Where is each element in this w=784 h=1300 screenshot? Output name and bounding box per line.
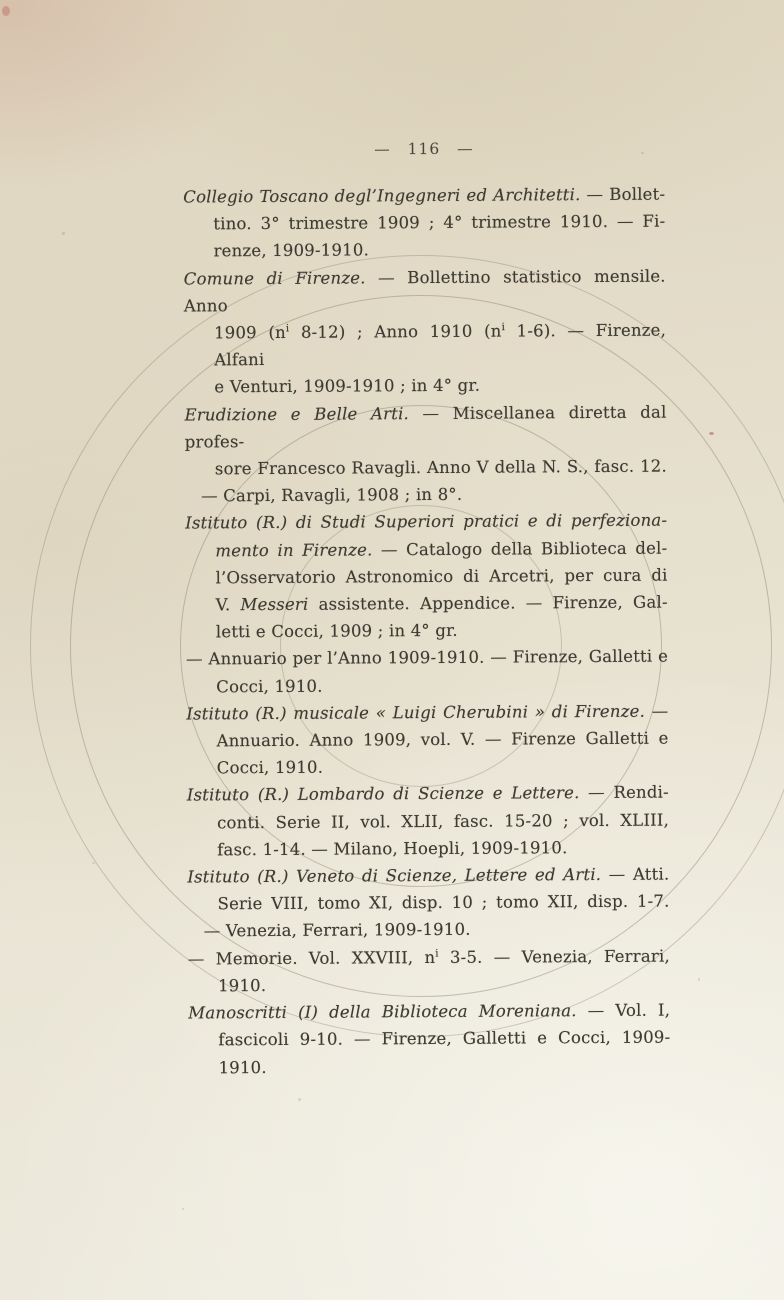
text-line: e Venturi, 1909-1910 ; in 4° gr.: [214, 376, 481, 397]
text-line: Annuario. Anno 1909, vol. V. — Firenze Galletti e: [216, 728, 669, 751]
text-line: — Venezia, Ferrari, 1909-1910.: [203, 920, 471, 941]
bibliography-entry: [185, 507, 668, 646]
text-line: Istituto (R.) di Studi Superiori pratici e di perfeziona-: [185, 510, 668, 533]
text-line: l’Osservatorio Astronomico di Arcetri, per cura di: [215, 565, 668, 588]
bibliography-text-block: [183, 181, 670, 1082]
text-line: 1909 ($n^i$ 8-12) ; Anno 1910 ($n^i$ 1-6). — Firenze, Alfani: [213, 320, 667, 370]
bibliography-entry: [188, 942, 670, 999]
text-line: Serie VIII, tomo XI, disp. 10 ; tomo XII, disp. 1-7.: [217, 891, 670, 914]
text-line: — Carpi, Ravagli, 1908 ; in 8°.: [200, 485, 463, 506]
text-line: V. Messeri assistente. Appendice. — Firenze, Gal-: [215, 592, 668, 615]
text-line: Manoscritti (I) della Biblioteca Moreniana. — Vol. I,: [188, 1000, 671, 1023]
text-line: Istituto (R.) musicale « Luigi Cherubini » di Firenze. —: [186, 701, 669, 724]
text-line: Collegio Toscano degl’Ingegneri ed Architetti. — Bollet-: [183, 184, 666, 207]
text-line: Erudizione e Belle Arti. — Miscellanea diretta dal profes-: [184, 402, 667, 452]
text-line: Comune di Firenze. — Bollettino statistico mensile. Anno: [183, 266, 666, 316]
bibliography-entry: [183, 181, 665, 266]
text-line: tino. 3° trimestre 1909 ; 4° trimestre 1910. — Fi-: [213, 211, 666, 234]
text-line: fasc. 1-14. — Milano, Hoepli, 1909-1910.: [217, 838, 568, 860]
bibliography-entry: [184, 262, 667, 401]
text-line: renze, 1909-1910.: [213, 240, 370, 261]
text-line: Cocci, 1910.: [216, 757, 324, 778]
text-line: 1910.: [217, 975, 267, 996]
bibliography-entry: [188, 997, 670, 1082]
bibliography-entry: [186, 697, 668, 782]
text-line: sore Francesco Ravagli. Anno V della N. S., fasc. 12.: [214, 456, 667, 479]
bibliography-entry: [187, 779, 669, 864]
text-line: — Annuario per l’Anno 1909-1910. — Firenze, Galletti e: [185, 647, 669, 669]
bibliography-entry: [187, 861, 669, 946]
bibliography-entry: [184, 398, 667, 510]
text-line: fascicoli 9-10. — Firenze, Galletti e Cocci, 1909-: [218, 1027, 671, 1050]
text-line: — Memorie. Vol. XXVIII, $n^i$ 3-5. — Venezia, Ferrari,: [187, 946, 670, 969]
text-line: Istituto (R.) Lombardo di Scienze e Lettere. — Rendi-: [186, 783, 669, 805]
text-line: Istituto (R.) Veneto di Scienze, Lettere ed Arti. — Atti.: [187, 864, 670, 887]
text-line: Cocci, 1910.: [216, 676, 323, 696]
text-line: 1910.: [218, 1057, 267, 1077]
text-line: letti e Cocci, 1909 ; in 4° gr.: [215, 621, 458, 642]
page-number: — 116 —: [374, 139, 474, 159]
text-line: mento in Firenze. — Catalogo della Biblioteca del-: [215, 538, 668, 560]
bibliography-entry: [186, 643, 668, 700]
text-line: conti. Serie II, vol. XLII, fasc. 15-20 ; vol. XLIII,: [216, 810, 670, 832]
